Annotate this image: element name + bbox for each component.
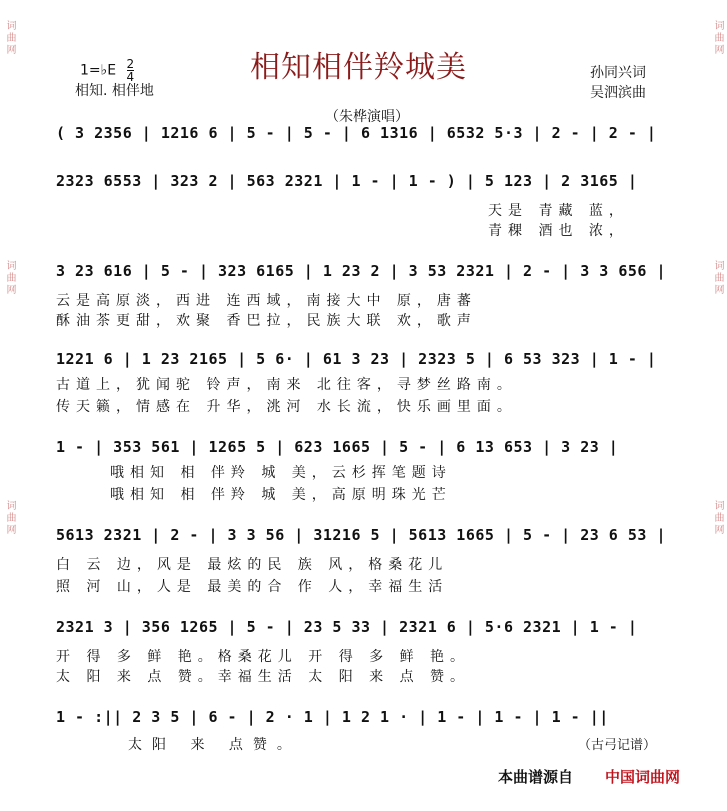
song-title: 相知相伴羚城美 [250, 50, 467, 85]
lyric-line-4b: 传天籁，情感在 升华，洮河 水长流，快乐画里面。 [56, 399, 517, 415]
subtitle: 相知. 相伴地 [75, 83, 154, 99]
transcriber-credit: （古弓记谱） [578, 738, 657, 753]
time-denominator: 4 [126, 70, 135, 84]
staff-line-4: 1221 6 | 1 23 2165 | 5 6· | 61 3 23 | 2323 5 | 6 53 323 | 1 - | [56, 350, 657, 368]
lyric-line-7a: 开 得 多 鲜 艳。格桑花儿 开 得 多 鲜 艳。 [56, 649, 471, 665]
staff-line-5: 1 - | 353 561 | 1265 5 | 623 1665 | 5 - | 6 13 653 | 3 23 | [56, 438, 619, 456]
lyricist: 孙同兴词 [590, 65, 646, 81]
footer-site-name[interactable]: 中国词曲网 [605, 768, 681, 786]
footer-source-label: 本曲谱源自 [498, 768, 574, 786]
lyric-line-3b: 酥油茶更甜，欢聚 香巴拉，民族大联 欢，歌声 [56, 313, 477, 329]
lyric-line-6b: 照 河 山，人是 最美的合 作 人，幸福生活 [56, 579, 449, 595]
lyric-line-3a: 云是高原淡，西进 连西域，南接大中 原，唐蕃 [56, 293, 477, 309]
lyric-line-2a: 天是 青藏 蓝， [488, 203, 629, 219]
staff-line-3: 3 23 616 | 5 - | 323 6165 | 1 23 2 | 3 53 2321 | 2 - | 3 3 656 | [56, 262, 666, 280]
lyric-line-5b: 哦相知 相 伴羚 城 美，高原明珠光芒 [110, 487, 452, 503]
watermark-right: 词曲网 [712, 20, 723, 56]
lyric-line-4a: 古道上，犹闻驼 铃声，南来 北往客，寻梦丝路南。 [56, 377, 517, 393]
staff-line-6: 5613 2321 | 2 - | 3 3 56 | 31216 5 | 5613 1665 | 5 - | 23 6 53 | [56, 526, 666, 544]
lyric-line-7b: 太 阳 来 点 赞。幸福生活 太 阳 来 点 赞。 [56, 669, 471, 685]
watermark-left: 词曲网 [4, 260, 15, 296]
lyric-line-5a: 哦相知 相 伴羚 城 美，云杉挥笔题诗 [110, 465, 452, 481]
time-numerator: 2 [126, 57, 135, 71]
watermark-right: 词曲网 [712, 500, 723, 536]
staff-line-2: 2323 6553 | 323 2 | 563 2321 | 1 - | 1 - ) | 5 123 | 2 3165 | [56, 172, 638, 190]
watermark-left: 词曲网 [4, 20, 15, 56]
staff-line-8: 1 - :|| 2 3 5 | 6 - | 2 · 1 | 1 2 1 · | 1 - | 1 - | 1 - || [56, 708, 609, 726]
singer: （朱桦演唱） [325, 109, 409, 125]
staff-line-7: 2321 3 | 356 1265 | 5 - | 23 5 33 | 2321 6 | 5·6 2321 | 1 - | [56, 618, 638, 636]
composer: 吴泗滨曲 [590, 85, 646, 101]
key-label: 1=♭E [80, 62, 117, 79]
watermark-left: 词曲网 [4, 500, 15, 536]
lyric-line-6a: 白 云 边，风是 最炫的民 族 风，格桑花儿 [56, 557, 449, 573]
lyric-line-8a: 太阳 来 点赞。 [128, 737, 301, 753]
lyric-line-2b: 青稞 酒也 浓， [488, 223, 629, 239]
watermark-right: 词曲网 [712, 260, 723, 296]
staff-line-1: ( 3 2356 | 1216 6 | 5 - | 5 - | 6 1316 | 6532 5·3 | 2 - | 2 - | [56, 124, 657, 142]
